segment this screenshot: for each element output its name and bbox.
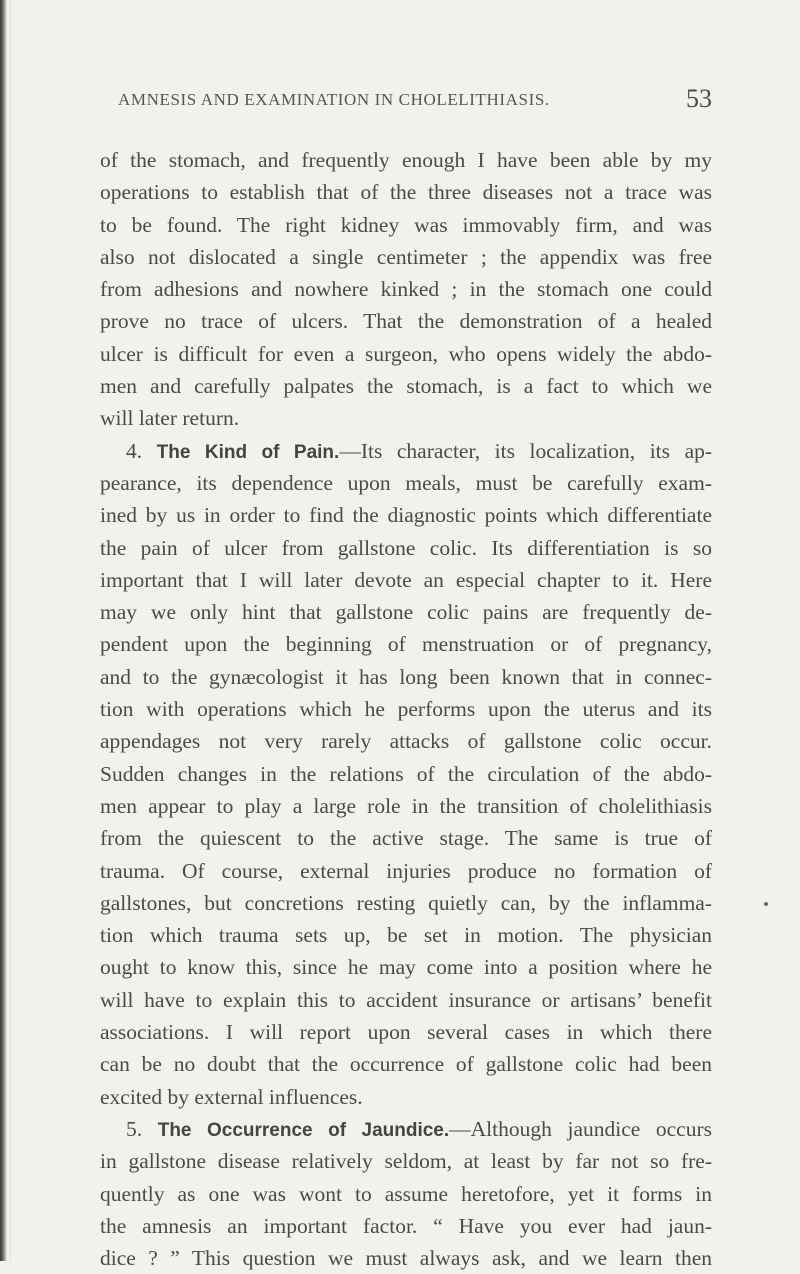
body-text bbox=[100, 144, 712, 1274]
text-line: of the stomach, and frequently enough I have been able by my bbox=[100, 148, 712, 172]
text-line: tion with operations which he performs upon the uterus and its bbox=[100, 697, 712, 722]
text-line: Sudden changes in the relations of the circulation of the abdo- bbox=[100, 761, 712, 786]
page-fold bbox=[10, 0, 11, 1261]
text-line: associations. I will report upon several cases in which there bbox=[100, 1020, 712, 1045]
text-line: operations to establish that of the three diseases not a trace was bbox=[100, 180, 712, 205]
section-heading: The Occurrence of Jaundice. bbox=[157, 1119, 450, 1141]
text-line: will have to explain this to accident insurance or artisans’ benefit bbox=[100, 987, 712, 1012]
text-line: pearance, its dependence upon meals, must be carefully exam- bbox=[100, 470, 712, 495]
text-line: tion which trauma sets up, be set in motion. The physician bbox=[100, 923, 712, 948]
section-text: —Although jaundice occurs bbox=[449, 1116, 712, 1141]
text-line: and to the gynæcologist it has long been known that in connec- bbox=[100, 664, 712, 689]
text-line: men appear to play a large role in the transition of cholelithiasis bbox=[100, 793, 712, 818]
section-4-first-line bbox=[100, 435, 712, 467]
section-number: 4. bbox=[126, 438, 143, 463]
text-line: dice ? ” This question we must always ask, and we learn then bbox=[100, 1246, 712, 1271]
text-line: also not dislocated a single centimeter ; the appendix was free bbox=[100, 244, 712, 269]
text-line: ulcer is difficult for even a surgeon, who opens widely the abdo- bbox=[100, 341, 712, 366]
text-line: may we only hint that gallstone colic pains are frequently de- bbox=[100, 600, 712, 625]
section-number: 5. bbox=[126, 1116, 143, 1141]
text-line: excited by external influences. bbox=[100, 1084, 363, 1109]
text-line: in gallstone disease relatively seldom, at least by far not so fre- bbox=[100, 1149, 712, 1174]
section-heading: The Kind of Pain. bbox=[156, 441, 340, 463]
binding-edge bbox=[0, 0, 7, 1261]
text-line: men and carefully palpates the stomach, is a fact to which we bbox=[100, 374, 712, 399]
text-line: from the quiescent to the active stage. The same is true of bbox=[100, 826, 712, 851]
text-line: the amnesis an important factor. “ Have you ever had jaun- bbox=[100, 1213, 712, 1238]
text-line: pendent upon the beginning of menstruation or of pregnancy, bbox=[100, 632, 712, 657]
text-line: ined by us in order to find the diagnostic points which differentiate bbox=[100, 503, 712, 528]
text-line: important that I will later devote an especial chapter to it. Here bbox=[100, 567, 712, 592]
running-title: AMNESIS AND EXAMINATION IN CHOLELITHIASIS. bbox=[118, 90, 550, 109]
text-line: ought to know this, since he may come into a position where he bbox=[100, 955, 712, 980]
text-line: will later return. bbox=[100, 406, 240, 431]
page-number: 53 bbox=[686, 84, 712, 113]
text-line: from adhesions and nowhere kinked ; in the stomach one could bbox=[100, 277, 712, 302]
text-line: gallstones, but concretions resting quietly can, by the inflamma- bbox=[100, 890, 712, 915]
text-line: the pain of ulcer from gallstone colic. Its differentiation is so bbox=[100, 535, 712, 560]
text-line: quently as one was wont to assume heretofore, yet it forms in bbox=[100, 1181, 712, 1206]
section-text: —Its character, its localization, its ap- bbox=[339, 438, 713, 463]
text-line: can be no doubt that the occurrence of gallstone colic had been bbox=[100, 1052, 712, 1077]
text-line: trauma. Of course, external injuries produce no formation of bbox=[100, 858, 712, 883]
text-line: appendages not very rarely attacks of gallstone colic occur. bbox=[100, 729, 712, 754]
section-5-first-line bbox=[100, 1113, 712, 1145]
running-head bbox=[100, 83, 712, 123]
text-line: to be found. The right kidney was immovably firm, and was bbox=[100, 212, 712, 237]
paper-speck bbox=[764, 902, 768, 906]
text-line: prove no trace of ulcers. That the demonstration of a healed bbox=[100, 309, 712, 334]
